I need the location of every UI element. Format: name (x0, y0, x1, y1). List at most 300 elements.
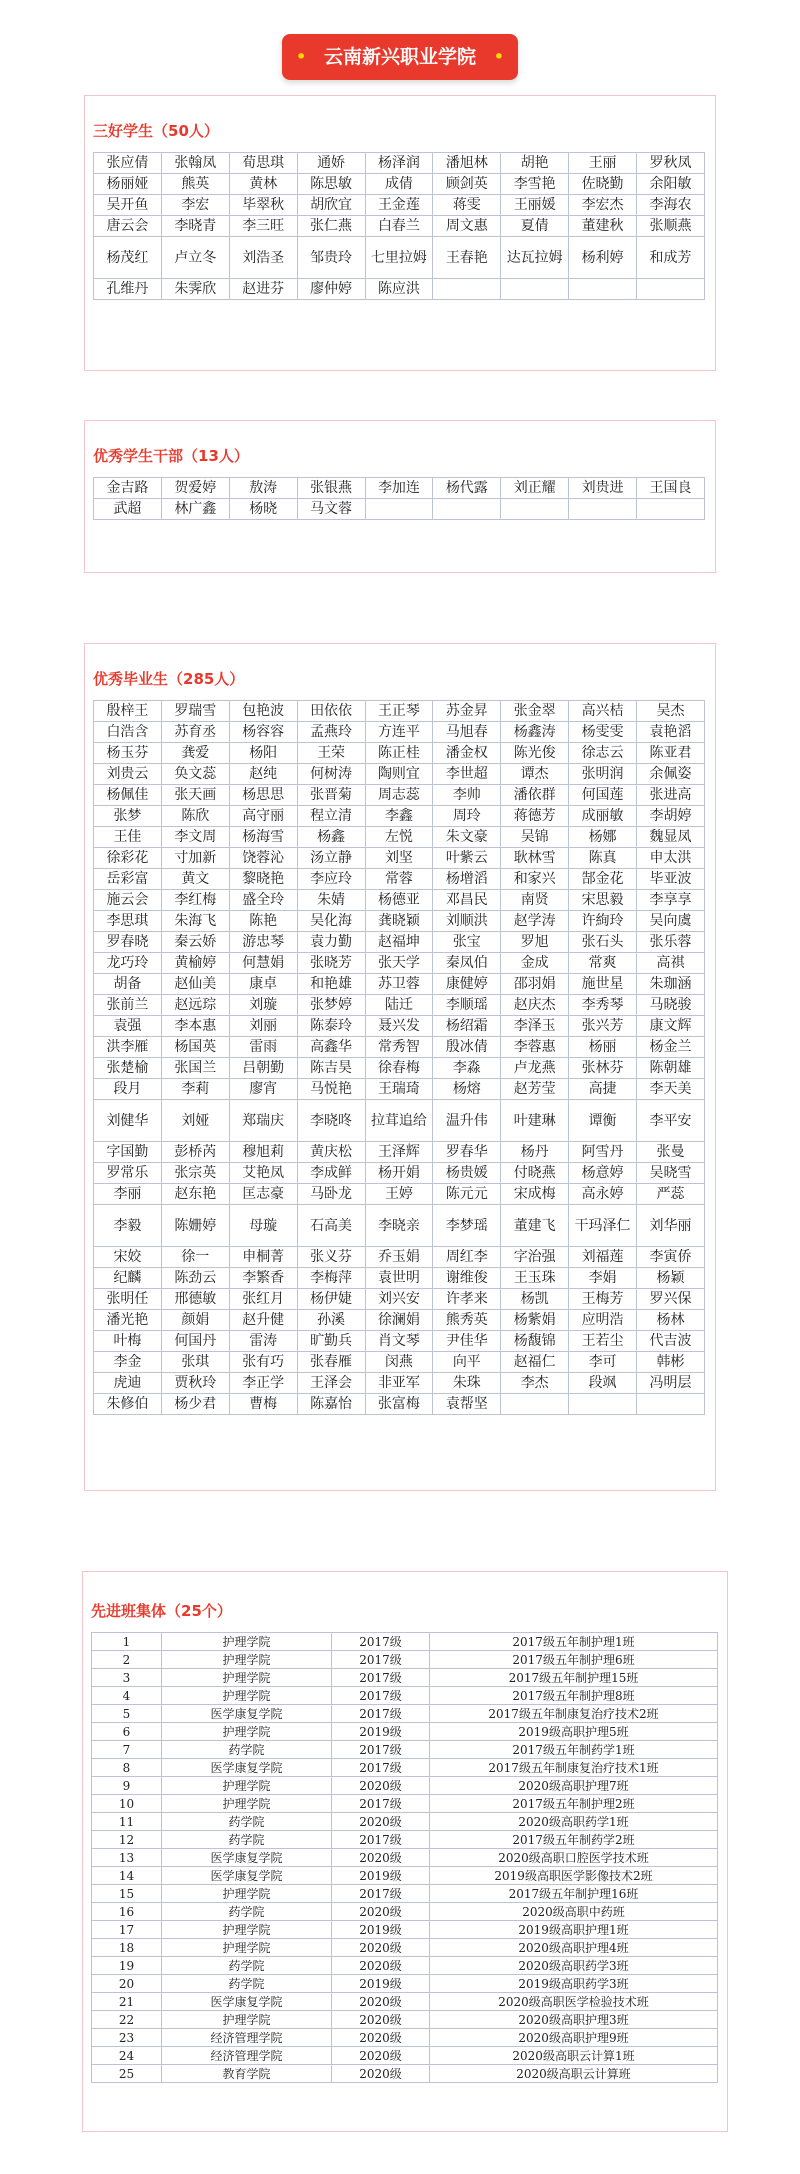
name-cell: 王丽 (569, 153, 637, 174)
grade-cell: 2020级 (332, 2029, 430, 2047)
name-cell: 李宏 (161, 195, 229, 216)
name-cell: 叶梅 (94, 1331, 162, 1352)
name-cell: 谭杰 (501, 764, 569, 785)
name-cell: 杨佩佳 (94, 785, 162, 806)
name-cell: 李繁香 (229, 1268, 297, 1289)
name-cell: 李晓亲 (365, 1205, 433, 1247)
name-cell: 陈吉昊 (297, 1058, 365, 1079)
name-cell: 周志蕊 (365, 785, 433, 806)
name-cell (365, 499, 433, 520)
table-row (94, 806, 705, 827)
name-cell: 秦凤伯 (433, 953, 501, 974)
name-cell: 袁强 (94, 1016, 162, 1037)
table-row (94, 1310, 705, 1331)
name-cell: 李顺瑶 (433, 995, 501, 1016)
table-row (92, 1957, 718, 1975)
name-cell: 张仁燕 (297, 216, 365, 237)
name-cell: 胡欣宜 (297, 195, 365, 216)
college-cell: 教育学院 (162, 2065, 332, 2083)
table-row (94, 1142, 705, 1163)
class-index-cell: 8 (92, 1759, 162, 1777)
name-cell: 朱珈涵 (637, 974, 705, 995)
name-cell: 吕朝勤 (229, 1058, 297, 1079)
name-cell: 方连平 (365, 722, 433, 743)
name-cell: 殷冰倩 (433, 1037, 501, 1058)
name-cell: 刘贵进 (569, 478, 637, 499)
name-cell: 李晓咚 (297, 1100, 365, 1142)
name-cell: 敖涛 (229, 478, 297, 499)
name-cell: 李梦瑶 (433, 1205, 501, 1247)
name-cell: 寸加新 (161, 848, 229, 869)
table-row (94, 764, 705, 785)
grade-cell: 2019级 (332, 1975, 430, 1993)
table-row (94, 1184, 705, 1205)
card-excellent-graduates (84, 643, 716, 1491)
name-cell: 郜金花 (569, 869, 637, 890)
class-name-cell: 2020级高职药学3班 (430, 1957, 718, 1975)
name-cell: 吴开鱼 (94, 195, 162, 216)
college-cell: 护理学院 (162, 1777, 332, 1795)
table-row (92, 1849, 718, 1867)
class-index-cell: 2 (92, 1651, 162, 1669)
name-cell: 王瑞琦 (365, 1079, 433, 1100)
name-cell: 赵进芬 (229, 279, 297, 300)
name-cell: 赵东艳 (161, 1184, 229, 1205)
name-cell: 杨绍霜 (433, 1016, 501, 1037)
name-cell: 陈思敏 (297, 174, 365, 195)
class-index-cell: 13 (92, 1849, 162, 1867)
name-cell: 夏倩 (501, 216, 569, 237)
student-leaders-table (93, 477, 705, 520)
name-cell: 施世星 (569, 974, 637, 995)
name-cell: 温升伟 (433, 1100, 501, 1142)
name-cell: 王泽辉 (365, 1142, 433, 1163)
name-cell: 龚晓颖 (365, 911, 433, 932)
class-index-cell: 10 (92, 1795, 162, 1813)
name-cell: 袁帮坚 (433, 1394, 501, 1415)
table-row (92, 1975, 718, 1993)
name-cell: 陶则宜 (365, 764, 433, 785)
name-cell: 杨阳 (229, 743, 297, 764)
grade-cell: 2019级 (332, 1867, 430, 1885)
class-index-cell: 6 (92, 1723, 162, 1741)
college-cell: 护理学院 (162, 1669, 332, 1687)
name-cell: 陈元元 (433, 1184, 501, 1205)
name-cell: 贾秋玲 (161, 1373, 229, 1394)
college-cell: 经济管理学院 (162, 2047, 332, 2065)
name-cell (501, 499, 569, 520)
college-cell: 医学康复学院 (162, 1993, 332, 2011)
name-cell: 乔玉娟 (365, 1247, 433, 1268)
name-cell: 白春兰 (365, 216, 433, 237)
table-row (94, 1331, 705, 1352)
name-cell: 虎迪 (94, 1373, 162, 1394)
name-cell: 潘依群 (501, 785, 569, 806)
name-cell: 李文周 (161, 827, 229, 848)
name-cell: 饶蓉沁 (229, 848, 297, 869)
college-cell: 护理学院 (162, 1921, 332, 1939)
name-cell: 赵仙美 (161, 974, 229, 995)
name-cell: 李泽玉 (501, 1016, 569, 1037)
name-cell: 周红李 (433, 1247, 501, 1268)
grade-cell: 2017级 (332, 1633, 430, 1651)
class-name-cell: 2020级高职护理3班 (430, 2011, 718, 2029)
table-row (94, 848, 705, 869)
name-cell: 高守丽 (229, 806, 297, 827)
name-cell: 王国良 (637, 478, 705, 499)
name-cell: 董建飞 (501, 1205, 569, 1247)
name-cell: 张琪 (161, 1352, 229, 1373)
name-cell: 刘浩圣 (229, 237, 297, 279)
table-row (94, 1163, 705, 1184)
name-cell: 李世超 (433, 764, 501, 785)
name-cell: 常爽 (569, 953, 637, 974)
name-cell: 李梅萍 (297, 1268, 365, 1289)
name-cell: 朱珠 (433, 1373, 501, 1394)
class-index-cell: 3 (92, 1669, 162, 1687)
class-name-cell: 2017级五年制药学1班 (430, 1741, 718, 1759)
grade-cell: 2017级 (332, 1687, 430, 1705)
name-cell: 左悦 (365, 827, 433, 848)
name-cell: 张乐蓉 (637, 932, 705, 953)
name-cell: 吴晓雪 (637, 1163, 705, 1184)
name-cell: 李天美 (637, 1079, 705, 1100)
name-cell: 刘健华 (94, 1100, 162, 1142)
name-cell: 李鑫 (365, 806, 433, 827)
section-title-advanced-classes: 先进班集体（25个） (91, 1602, 232, 1620)
name-cell: 宋思毅 (569, 890, 637, 911)
class-index-cell: 23 (92, 2029, 162, 2047)
name-cell: 殷梓王 (94, 701, 162, 722)
table-row (92, 1813, 718, 1831)
class-index-cell: 25 (92, 2065, 162, 2083)
name-cell: 李晓青 (161, 216, 229, 237)
name-cell: 颜娟 (161, 1310, 229, 1331)
name-cell: 穆旭莉 (229, 1142, 297, 1163)
section-title-merit-students: 三好学生（50人） (93, 122, 219, 140)
name-cell: 邢德敏 (161, 1289, 229, 1310)
table-row (92, 1939, 718, 1957)
college-cell: 医学康复学院 (162, 1759, 332, 1777)
grade-cell: 2017级 (332, 1831, 430, 1849)
class-index-cell: 24 (92, 2047, 162, 2065)
name-cell: 和艳雄 (297, 974, 365, 995)
class-index-cell: 9 (92, 1777, 162, 1795)
class-index-cell: 16 (92, 1903, 162, 1921)
name-cell: 通娇 (297, 153, 365, 174)
name-cell: 马悦艳 (297, 1079, 365, 1100)
name-cell: 王玉珠 (501, 1268, 569, 1289)
name-cell: 高鑫华 (297, 1037, 365, 1058)
name-cell: 廖仲婷 (297, 279, 365, 300)
table-row (92, 1651, 718, 1669)
college-cell: 经济管理学院 (162, 2029, 332, 2047)
class-name-cell: 2017级五年制药学2班 (430, 1831, 718, 1849)
name-cell: 耿林雪 (501, 848, 569, 869)
name-cell: 吴杰 (637, 701, 705, 722)
name-cell: 达瓦拉姆 (501, 237, 569, 279)
card-advanced-classes (82, 1571, 728, 2132)
name-cell: 杨思思 (229, 785, 297, 806)
name-cell: 冯明层 (637, 1373, 705, 1394)
card-student-leaders (84, 420, 716, 573)
name-cell: 秦云娇 (161, 932, 229, 953)
name-cell: 陈嘉怡 (297, 1394, 365, 1415)
name-cell: 唐云会 (94, 216, 162, 237)
name-cell: 朱霁欣 (161, 279, 229, 300)
name-cell: 邵羽娟 (501, 974, 569, 995)
name-cell: 南贤 (501, 890, 569, 911)
class-index-cell: 22 (92, 2011, 162, 2029)
college-cell: 药学院 (162, 1831, 332, 1849)
class-name-cell: 2020级高职医学检验技术班 (430, 1993, 718, 2011)
name-cell: 宋姣 (94, 1247, 162, 1268)
name-cell: 杨玉芬 (94, 743, 162, 764)
name-cell: 张顺燕 (637, 216, 705, 237)
name-cell: 朱文豪 (433, 827, 501, 848)
table-row (94, 195, 705, 216)
name-cell: 徐春梅 (365, 1058, 433, 1079)
name-cell: 严蕊 (637, 1184, 705, 1205)
grade-cell: 2020级 (332, 1939, 430, 1957)
name-cell: 杨开娟 (365, 1163, 433, 1184)
table-row (94, 911, 705, 932)
name-cell: 李成鲜 (297, 1163, 365, 1184)
name-cell: 刘福莲 (569, 1247, 637, 1268)
table-row (92, 1777, 718, 1795)
name-cell: 赵学涛 (501, 911, 569, 932)
table-row (92, 1723, 718, 1741)
name-cell: 张兴芳 (569, 1016, 637, 1037)
name-cell: 李平安 (637, 1100, 705, 1142)
name-cell: 李红梅 (161, 890, 229, 911)
name-cell: 杨伊婕 (297, 1289, 365, 1310)
grade-cell: 2020级 (332, 1903, 430, 1921)
name-cell: 杨凯 (501, 1289, 569, 1310)
table-row (92, 1705, 718, 1723)
name-cell: 张银燕 (297, 478, 365, 499)
name-cell: 张天画 (161, 785, 229, 806)
class-index-cell: 4 (92, 1687, 162, 1705)
name-cell: 杨容容 (229, 722, 297, 743)
college-cell: 护理学院 (162, 1723, 332, 1741)
grade-cell: 2017级 (332, 1759, 430, 1777)
name-cell: 王春艳 (433, 237, 501, 279)
table-row (92, 2065, 718, 2083)
grade-cell: 2019级 (332, 1723, 430, 1741)
table-row (94, 1352, 705, 1373)
name-cell: 李应玲 (297, 869, 365, 890)
table-row (94, 1037, 705, 1058)
name-cell: 熊英 (161, 174, 229, 195)
name-cell: 许絢玲 (569, 911, 637, 932)
table-row (92, 1993, 718, 2011)
name-cell: 胡备 (94, 974, 162, 995)
name-cell: 陈正桂 (365, 743, 433, 764)
merit-students-table (93, 152, 705, 300)
name-cell: 李蓉惠 (501, 1037, 569, 1058)
college-cell: 医学康复学院 (162, 1849, 332, 1867)
class-name-cell: 2020级高职护理4班 (430, 1939, 718, 1957)
name-cell (433, 279, 501, 300)
name-cell: 黄林 (229, 174, 297, 195)
name-cell: 陈应洪 (365, 279, 433, 300)
name-cell: 盛全玲 (229, 890, 297, 911)
table-row (94, 953, 705, 974)
name-cell: 龚爱 (161, 743, 229, 764)
table-row (94, 1100, 705, 1142)
name-cell: 王梅芳 (569, 1289, 637, 1310)
name-cell: 高捷 (569, 1079, 637, 1100)
name-cell: 荀思琪 (229, 153, 297, 174)
name-cell: 孙溪 (297, 1310, 365, 1331)
class-index-cell: 12 (92, 1831, 162, 1849)
name-cell: 杨海雪 (229, 827, 297, 848)
name-cell: 杨鑫涛 (501, 722, 569, 743)
name-cell: 张春雁 (297, 1352, 365, 1373)
name-cell: 袁世明 (365, 1268, 433, 1289)
name-cell: 许孝来 (433, 1289, 501, 1310)
name-cell: 宋成梅 (501, 1184, 569, 1205)
class-name-cell: 2017级五年制护理16班 (430, 1885, 718, 1903)
name-cell: 杨丽 (569, 1037, 637, 1058)
name-cell: 尹佳华 (433, 1331, 501, 1352)
class-name-cell: 2017级五年制护理8班 (430, 1687, 718, 1705)
table-row (94, 974, 705, 995)
name-cell: 陈劲云 (161, 1268, 229, 1289)
table-row (94, 1079, 705, 1100)
class-name-cell: 2017级五年制护理6班 (430, 1651, 718, 1669)
class-name-cell: 2020级高职云计算1班 (430, 2047, 718, 2065)
name-cell: 赵芳莹 (501, 1079, 569, 1100)
name-cell: 陈欣 (161, 806, 229, 827)
name-cell: 申太洪 (637, 848, 705, 869)
name-cell: 刘正耀 (501, 478, 569, 499)
table-row (92, 1741, 718, 1759)
grade-cell: 2020级 (332, 2065, 430, 2083)
name-cell: 王丽媛 (501, 195, 569, 216)
college-cell: 药学院 (162, 1975, 332, 1993)
name-cell: 向平 (433, 1352, 501, 1373)
name-cell: 字治强 (501, 1247, 569, 1268)
name-cell: 段月 (94, 1079, 162, 1100)
name-cell: 李三旺 (229, 216, 297, 237)
name-cell: 黄榆婷 (161, 953, 229, 974)
name-cell: 郑瑞庆 (229, 1100, 297, 1142)
college-cell: 医学康复学院 (162, 1705, 332, 1723)
grade-cell: 2020级 (332, 1849, 430, 1867)
name-cell: 罗秋凤 (637, 153, 705, 174)
name-cell: 张梦婷 (297, 995, 365, 1016)
name-cell: 付晓燕 (501, 1163, 569, 1184)
grade-cell: 2020级 (332, 1993, 430, 2011)
class-index-cell: 14 (92, 1867, 162, 1885)
grade-cell: 2020级 (332, 2047, 430, 2065)
name-cell: 杨贵媛 (433, 1163, 501, 1184)
class-index-cell: 7 (92, 1741, 162, 1759)
name-cell: 张富梅 (365, 1394, 433, 1415)
name-cell: 杨代露 (433, 478, 501, 499)
name-cell: 陈艳 (229, 911, 297, 932)
name-cell: 赵纯 (229, 764, 297, 785)
table-row (94, 1058, 705, 1079)
table-row (92, 1867, 718, 1885)
table-row (92, 2047, 718, 2065)
name-cell: 雷涛 (229, 1331, 297, 1352)
name-cell: 毕亚波 (637, 869, 705, 890)
table-row (94, 1247, 705, 1268)
name-cell: 王佳 (94, 827, 162, 848)
name-cell: 艾艳凤 (229, 1163, 297, 1184)
name-cell: 申桐菁 (229, 1247, 297, 1268)
name-cell: 何国莲 (569, 785, 637, 806)
name-cell: 徐彩花 (94, 848, 162, 869)
name-cell: 罗春华 (433, 1142, 501, 1163)
grade-cell: 2017级 (332, 1741, 430, 1759)
table-row (92, 1885, 718, 1903)
class-index-cell: 11 (92, 1813, 162, 1831)
name-cell: 刘华丽 (637, 1205, 705, 1247)
name-cell: 游忠琴 (229, 932, 297, 953)
name-cell (637, 499, 705, 520)
name-cell: 邹贵玲 (297, 237, 365, 279)
table-row (94, 499, 705, 520)
name-cell: 李寅侨 (637, 1247, 705, 1268)
grade-cell: 2020级 (332, 2011, 430, 2029)
name-cell: 佐晓勤 (569, 174, 637, 195)
name-cell: 阿雪丹 (569, 1142, 637, 1163)
name-cell: 李毅 (94, 1205, 162, 1247)
table-row (94, 174, 705, 195)
name-cell: 张晓芳 (297, 953, 365, 974)
college-cell: 护理学院 (162, 1885, 332, 1903)
name-cell (637, 1394, 705, 1415)
name-cell: 李本惠 (161, 1016, 229, 1037)
name-cell: 苏金昇 (433, 701, 501, 722)
college-cell: 护理学院 (162, 1939, 332, 1957)
name-cell: 蒋雯 (433, 195, 501, 216)
name-cell: 康卓 (229, 974, 297, 995)
name-cell: 赵福仁 (501, 1352, 569, 1373)
table-row (94, 237, 705, 279)
name-cell: 李雪艳 (501, 174, 569, 195)
name-cell: 叶紫云 (433, 848, 501, 869)
class-index-cell: 20 (92, 1975, 162, 1993)
name-cell: 李加连 (365, 478, 433, 499)
name-cell: 应明浩 (569, 1310, 637, 1331)
name-cell: 高祺 (637, 953, 705, 974)
name-cell: 张曼 (637, 1142, 705, 1163)
college-cell: 药学院 (162, 1903, 332, 1921)
name-cell: 张宗英 (161, 1163, 229, 1184)
name-cell: 肖文琴 (365, 1331, 433, 1352)
college-cell: 护理学院 (162, 1633, 332, 1651)
name-cell: 张应倩 (94, 153, 162, 174)
name-cell: 何慧娟 (229, 953, 297, 974)
name-cell: 包艳波 (229, 701, 297, 722)
name-cell: 纪麟 (94, 1268, 162, 1289)
name-cell (501, 279, 569, 300)
name-cell: 罗春晓 (94, 932, 162, 953)
name-cell: 洪李雁 (94, 1037, 162, 1058)
name-cell: 潘金权 (433, 743, 501, 764)
name-cell: 石高美 (297, 1205, 365, 1247)
name-cell: 罗常乐 (94, 1163, 162, 1184)
name-cell: 贺爱婷 (161, 478, 229, 499)
name-cell: 金吉路 (94, 478, 162, 499)
name-cell (569, 499, 637, 520)
name-cell: 母璇 (229, 1205, 297, 1247)
